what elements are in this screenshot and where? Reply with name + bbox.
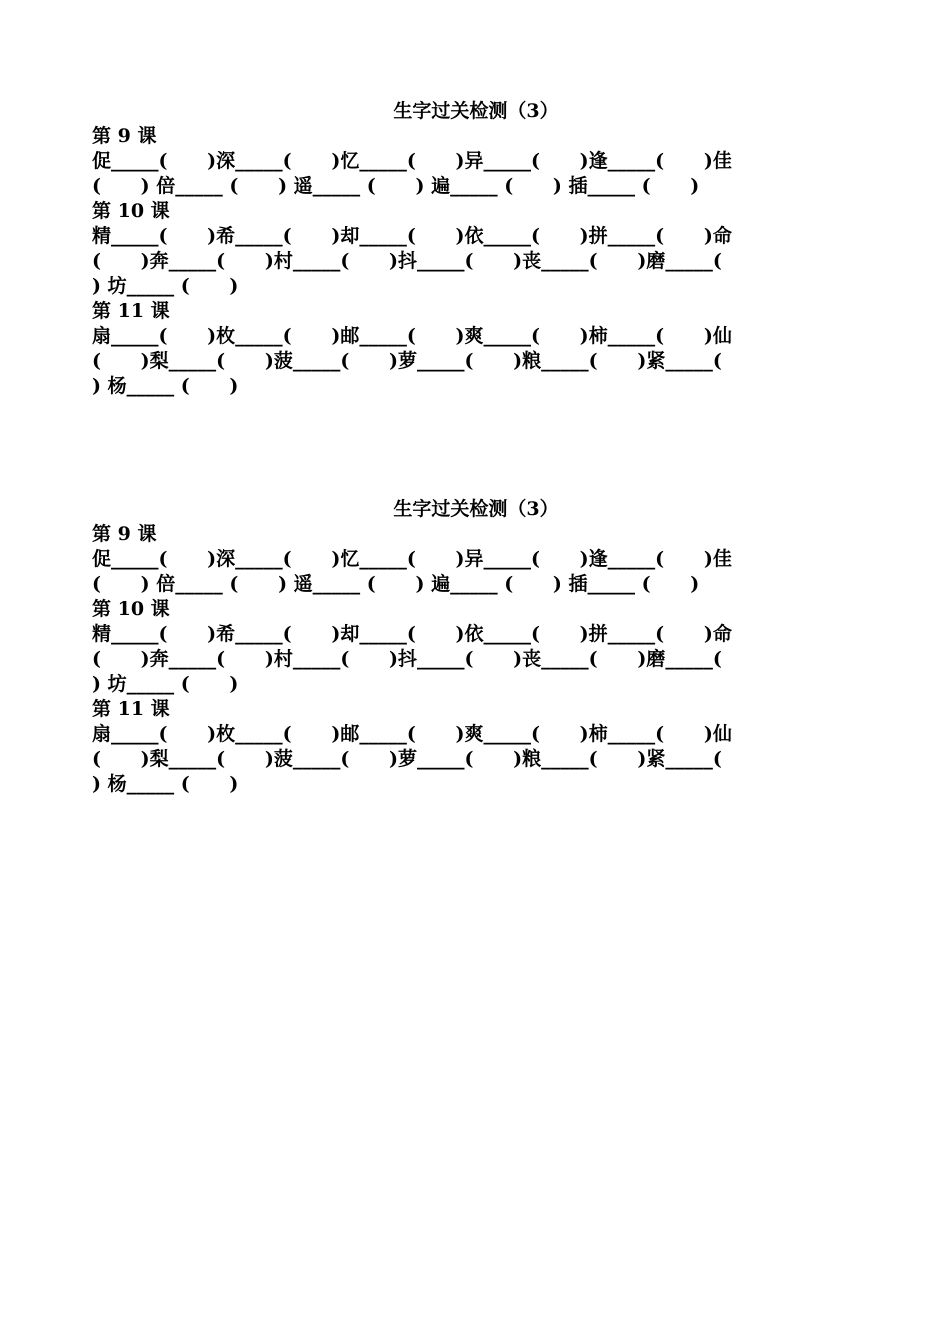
exercise-line: ( )奔_____( )村_____( )抖_____( )丧_____( )磨_____( [92, 250, 722, 272]
worksheet-title: 生字过关检测（3） [393, 100, 559, 122]
worksheet-2 [92, 496, 860, 797]
exercise-line: 扇_____( )枚_____( )邮_____( )爽_____( )柿_____( )仙 [92, 325, 732, 347]
worksheet-1 [92, 98, 860, 399]
lesson-heading: 第 9 课 [92, 523, 157, 545]
exercise-line: ( ) 倍_____ ( ) 遥_____ ( ) 遍_____ ( ) 插_____ ( ) [92, 175, 700, 197]
exercise-line: 精_____( )希_____( )却_____( )依_____( )拼_____( )命 [92, 623, 732, 645]
exercise-line: 促_____( )深_____( )忆_____( )异_____( )逢_____( )佳 [92, 548, 732, 570]
exercise-line: 扇_____( )枚_____( )邮_____( )爽_____( )柿_____( )仙 [92, 723, 732, 745]
worksheet-title: 生字过关检测（3） [393, 498, 559, 520]
lesson-11-section [92, 697, 860, 797]
lesson-10-section [92, 199, 860, 299]
lesson-11-section [92, 299, 860, 399]
exercise-line: ) 坊_____ ( ) [92, 275, 239, 297]
exercise-line: ) 杨_____ ( ) [92, 773, 239, 795]
lesson-heading: 第 10 课 [92, 200, 170, 222]
exercise-line: ( ) 倍_____ ( ) 遥_____ ( ) 遍_____ ( ) 插_____ ( ) [92, 573, 700, 595]
exercise-line: 促_____( )深_____( )忆_____( )异_____( )逢_____( )佳 [92, 150, 732, 172]
lesson-heading: 第 11 课 [92, 300, 170, 322]
exercise-line: ( )奔_____( )村_____( )抖_____( )丧_____( )磨_____( [92, 648, 722, 670]
exercise-line: ( )梨_____( )菠_____( )萝_____( )粮_____( )紧_____( [92, 748, 722, 770]
exercise-line: ) 杨_____ ( ) [92, 375, 239, 397]
lesson-10-section [92, 597, 860, 697]
exercise-line: ( )梨_____( )菠_____( )萝_____( )粮_____( )紧_____( [92, 350, 722, 372]
lesson-heading: 第 11 课 [92, 698, 170, 720]
lesson-heading: 第 9 课 [92, 125, 157, 147]
lesson-9-section [92, 124, 860, 199]
exercise-line: ) 坊_____ ( ) [92, 673, 239, 695]
exercise-line: 精_____( )希_____( )却_____( )依_____( )拼_____( )命 [92, 225, 732, 247]
lesson-heading: 第 10 课 [92, 598, 170, 620]
lesson-9-section [92, 522, 860, 597]
